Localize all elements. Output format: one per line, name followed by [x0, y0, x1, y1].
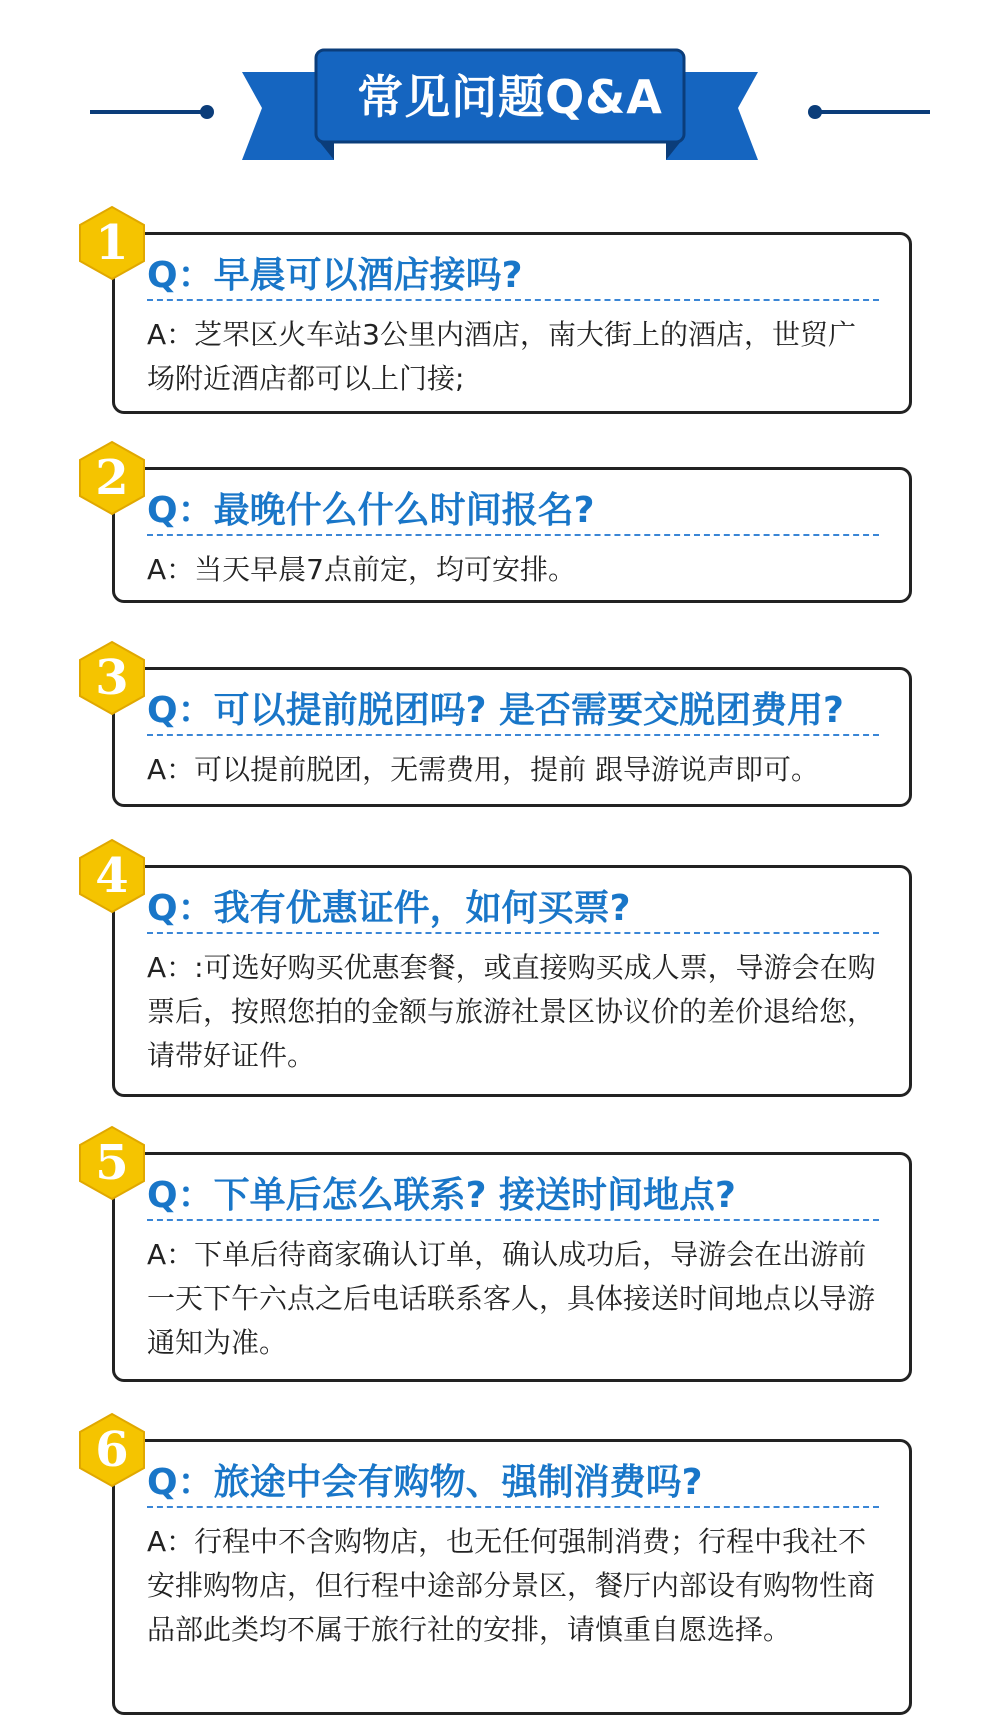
faq-card: [112, 467, 912, 603]
page-header-banner: [0, 0, 1000, 180]
faq-card: [112, 865, 912, 1097]
badge-number: 3: [95, 650, 129, 706]
faq-question: Q：我有优惠证件，如何买票?: [147, 888, 631, 929]
number-badge-icon: [78, 1125, 146, 1201]
badge-number: 4: [95, 848, 129, 904]
faq-divider: [147, 534, 879, 536]
page-title: 常见问题Q&A: [357, 70, 663, 124]
faq-divider: [147, 734, 879, 736]
number-badge-icon: [78, 838, 146, 914]
badge-number: 6: [95, 1422, 129, 1478]
faq-answer: A：当天早晨7点前定，均可安排。: [147, 553, 576, 586]
faq-answer: A：:可选好购买优惠套餐，或直接购买成人票，导游会在购票后，按照您拍的金额与旅游社景区协议价的差价退给您，请带好证件。: [147, 951, 876, 1072]
faq-question: Q：可以提前脱团吗? 是否需要交脱团费用?: [147, 690, 844, 731]
faq-card: [112, 1152, 912, 1382]
faq-card: [112, 232, 912, 414]
faq-answer: A：可以提前脱团，无需费用，提前 跟导游说声即可。: [147, 753, 820, 786]
faq-question: Q：下单后怎么联系? 接送时间地点?: [147, 1175, 736, 1216]
faq-divider: [147, 1219, 879, 1221]
faq-question: Q：最晚什么什么时间报名?: [147, 490, 595, 531]
faq-answer: A：下单后待商家确认订单，确认成功后，导游会在出游前一天下午六点之后电话联系客人，具体接送时间地点以导游通知为准。: [147, 1238, 876, 1359]
faq-question: Q：早晨可以酒店接吗?: [147, 255, 523, 296]
number-badge-icon: [78, 1412, 146, 1488]
faq-divider: [147, 299, 879, 301]
faq-answer: A：行程中不含购物店，也无任何强制消费；行程中我社不安排购物店，但行程中途部分景区，餐厅内部设有购物性商品部此类均不属于旅行社的安排，请慎重自愿选择。: [147, 1525, 876, 1646]
faq-card: [112, 667, 912, 807]
faq-question: Q：旅途中会有购物、强制消费吗?: [147, 1462, 703, 1503]
number-badge-icon: [78, 205, 146, 281]
faq-divider: [147, 1506, 879, 1508]
faq-divider: [147, 932, 879, 934]
badge-number: 2: [95, 450, 129, 506]
badge-number: 5: [95, 1135, 129, 1191]
faq-card: [112, 1439, 912, 1715]
faq-answer: A：芝罘区火车站3公里内酒店，南大街上的酒店，世贸广场附近酒店都可以上门接;: [147, 318, 856, 395]
number-badge-icon: [78, 440, 146, 516]
badge-number: 1: [95, 215, 129, 271]
number-badge-icon: [78, 640, 146, 716]
